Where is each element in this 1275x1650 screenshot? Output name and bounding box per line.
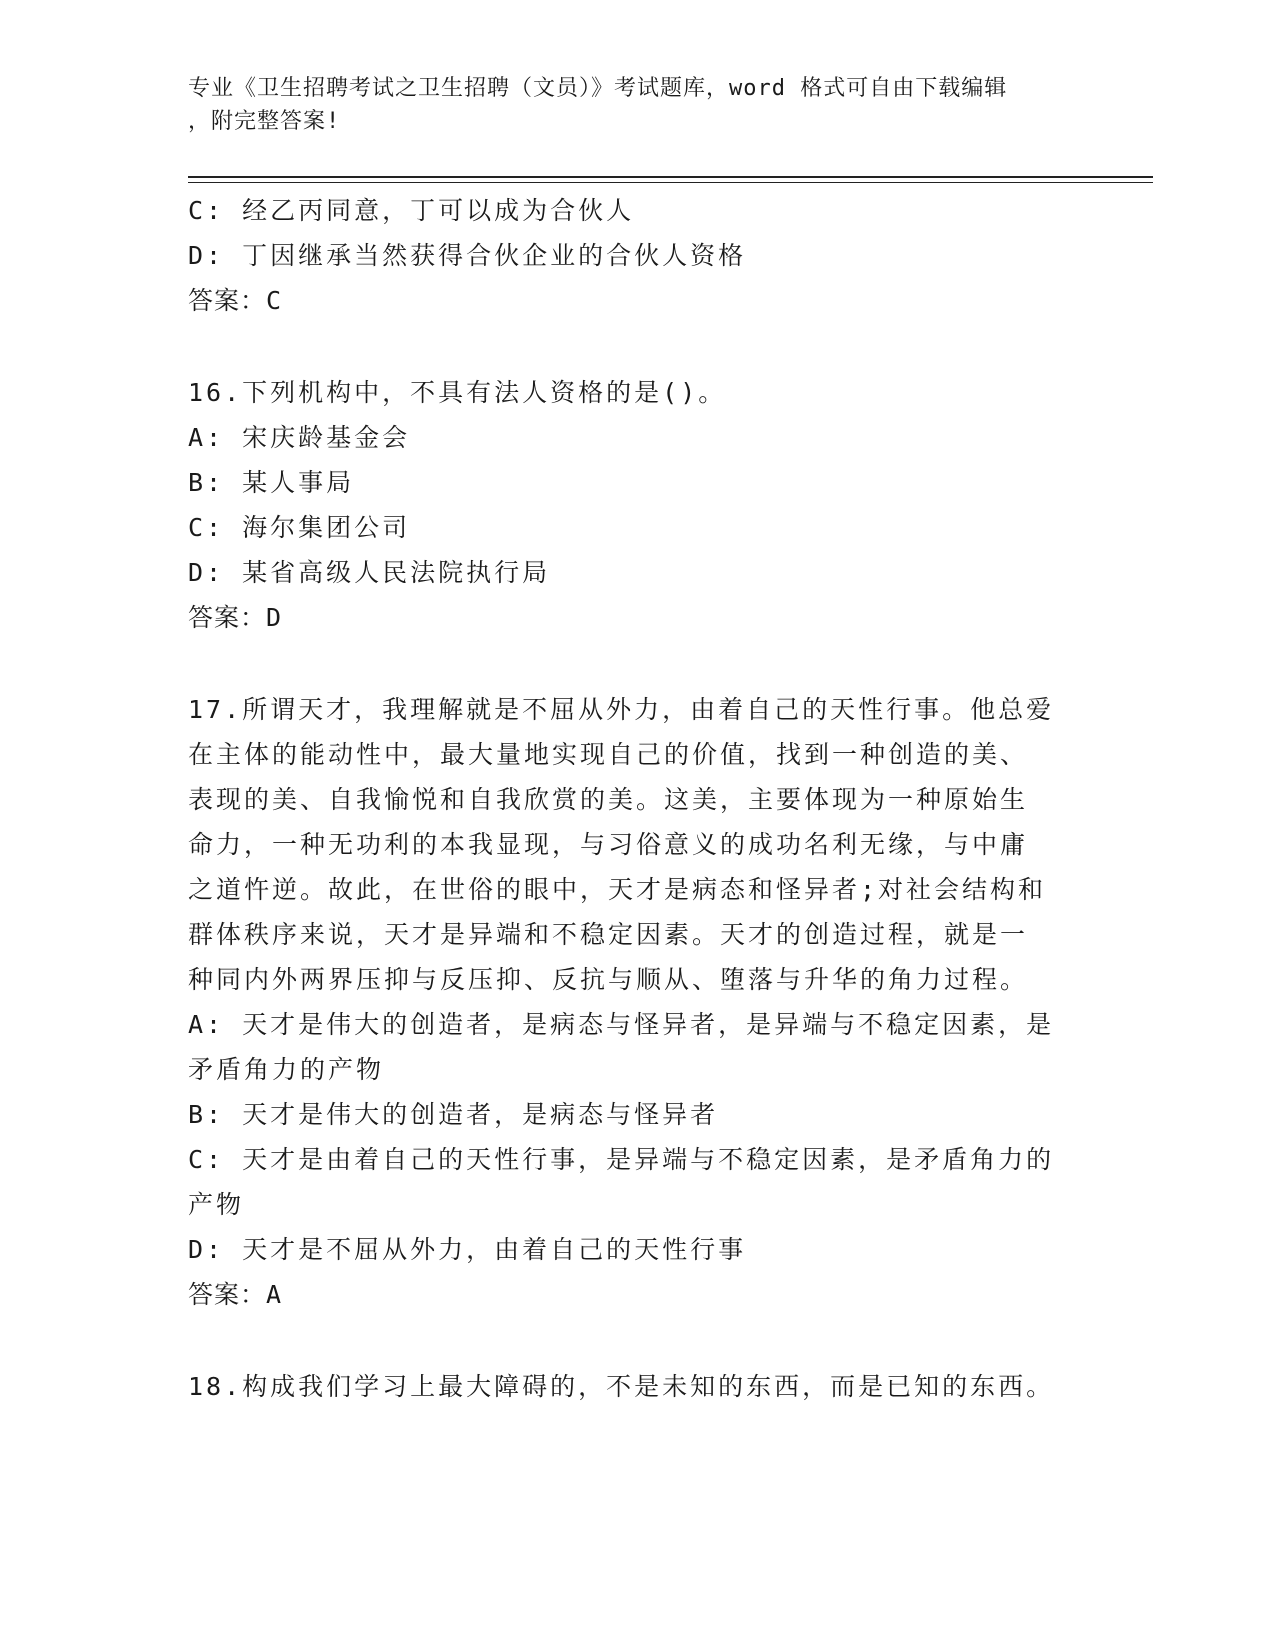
spacer — [188, 1317, 1088, 1364]
document-header — [188, 72, 1068, 138]
spacer — [188, 640, 1088, 687]
q17-option-a-cont: 矛盾角力的产物 — [188, 1055, 385, 1084]
q17-option-c: C: 天才是由着自己的天性行事，是异端与不稳定因素，是矛盾角力的 — [188, 1145, 1055, 1174]
q17-stem-line: 在主体的能动性中，最大量地实现自己的价值，找到一种创造的美、 — [188, 740, 1029, 769]
header-divider-thin — [188, 182, 1153, 183]
q16-option-d: D: 某省高级人民法院执行局 — [188, 558, 551, 587]
q16-option-b: B: 某人事局 — [188, 468, 355, 497]
q16-answer: 答案：D — [188, 603, 283, 632]
q17-stem-line: 表现的美、自我愉悦和自我欣赏的美。这美，主要体现为一种原始生 — [188, 785, 1029, 814]
q16-stem: 16.下列机构中，不具有法人资格的是()。 — [188, 378, 727, 407]
header-line-2: ，附完整答案! — [188, 109, 341, 134]
q17-stem-line: 命力，一种无功利的本我显现，与习俗意义的成功名利无缘，与中庸 — [188, 830, 1029, 859]
question-15-tail — [188, 188, 1088, 323]
q15-option-d: D: 丁因继承当然获得合伙企业的合伙人资格 — [188, 241, 747, 270]
spacer — [188, 323, 1088, 370]
q17-stem-line: 种同内外两界压抑与反压抑、反抗与顺从、堕落与升华的角力过程。 — [188, 965, 1029, 994]
q16-option-c: C: 海尔集团公司 — [188, 513, 411, 542]
q17-option-b: B: 天才是伟大的创造者，是病态与怪异者 — [188, 1100, 719, 1129]
q15-answer: 答案：C — [188, 286, 283, 315]
question-16 — [188, 370, 1088, 640]
q17-stem-line: 群体秩序来说，天才是异端和不稳定因素。天才的创造过程，就是一 — [188, 920, 1029, 949]
question-content — [188, 188, 1088, 1409]
header-line-1: 专业《卫生招聘考试之卫生招聘（文员）》考试题库，word 格式可自由下载编辑 — [188, 76, 1008, 101]
q16-option-a: A: 宋庆龄基金会 — [188, 423, 411, 452]
q15-option-c: C: 经乙丙同意，丁可以成为合伙人 — [188, 196, 635, 225]
q17-stem-line: 17.所谓天才，我理解就是不屈从外力，由着自己的天性行事。他总爱 — [188, 695, 1055, 724]
question-17 — [188, 687, 1088, 1317]
q17-answer: 答案：A — [188, 1280, 283, 1309]
q17-option-c-cont: 产物 — [188, 1190, 245, 1219]
question-18 — [188, 1364, 1088, 1409]
q17-option-d: D: 天才是不屈从外力，由着自己的天性行事 — [188, 1235, 747, 1264]
header-divider-thick — [188, 176, 1153, 178]
q18-stem: 18.构成我们学习上最大障碍的，不是未知的东西，而是已知的东西。 — [188, 1372, 1055, 1401]
q17-option-a: A: 天才是伟大的创造者，是病态与怪异者，是异端与不稳定因素，是 — [188, 1010, 1055, 1039]
q17-stem-line: 之道忤逆。故此，在世俗的眼中，天才是病态和怪异者;对社会结构和 — [188, 875, 1047, 904]
